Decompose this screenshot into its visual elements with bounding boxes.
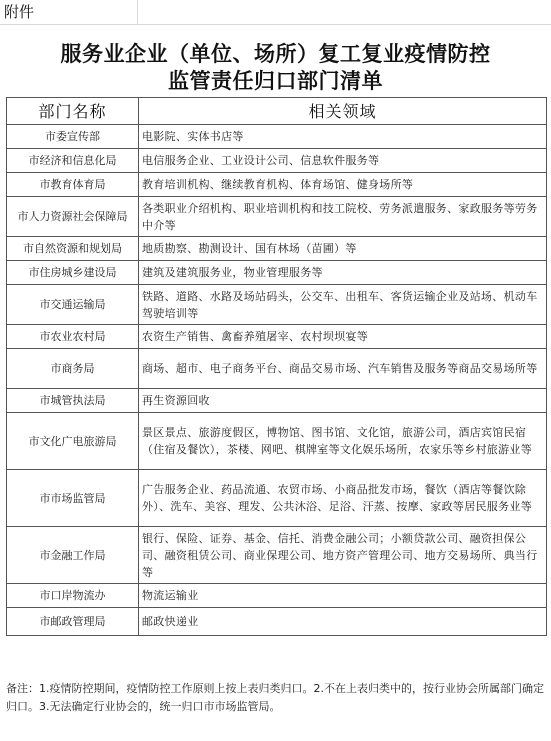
dept-cell: 市农业农村局 <box>7 325 139 349</box>
table-row <box>7 125 547 149</box>
table-row <box>7 149 547 173</box>
area-cell: 建筑及建筑服务业，物业管理服务等 <box>139 261 547 285</box>
dept-cell: 市商务局 <box>7 349 139 389</box>
footnote: 备注：1.疫情防控期间，疫情防控工作原则上按上表归类归口。2.不在上表归类中的，按行业协会所属部门确定归口。3.无法确定行业协会的，统一归口市市场监管局。 <box>6 682 544 713</box>
dept-cell: 市金融工作局 <box>7 527 139 584</box>
dept-cell: 市住房城乡建设局 <box>7 261 139 285</box>
table-row <box>7 584 547 608</box>
area-cell: 铁路、道路、水路及场站码头，公交车、出租车、客货运输企业及站场、机动车驾驶培训等 <box>139 285 547 325</box>
area-cell: 物流运输业 <box>139 584 547 608</box>
dept-cell: 市交通运输局 <box>7 285 139 325</box>
attachment-label: 附件 <box>0 0 138 24</box>
header-area: 相关领域 <box>139 98 547 125</box>
table-row <box>7 470 547 527</box>
table-row <box>7 237 547 261</box>
table-row <box>7 349 547 389</box>
title-line-2: 监管责任归口部门清单 <box>168 68 383 93</box>
attachment-row <box>0 0 551 25</box>
dept-cell: 市自然资源和规划局 <box>7 237 139 261</box>
header-dept: 部门名称 <box>7 98 139 125</box>
area-cell: 农资生产销售、禽畜养殖屠宰、农村坝坝宴等 <box>139 325 547 349</box>
table-row <box>7 608 547 636</box>
table-row <box>7 173 547 197</box>
table-row <box>7 197 547 237</box>
area-cell: 再生资源回收 <box>139 389 547 413</box>
area-cell: 电信服务企业、工业设计公司、信息软件服务等 <box>139 149 547 173</box>
area-cell: 景区景点、旅游度假区，博物馆、图书馆、文化馆，旅游公司，酒店宾馆民宿（住宿及餐饮），茶楼、网吧、棋牌室等文化娱乐场所，农家乐等乡村旅游业等 <box>139 413 547 470</box>
table-row <box>7 285 547 325</box>
dept-cell: 市经济和信息化局 <box>7 149 139 173</box>
area-cell: 商场、超市、电子商务平台、商品交易市场、汽车销售及服务等商品交易场所等 <box>139 349 547 389</box>
area-cell: 电影院、实体书店等 <box>139 125 547 149</box>
dept-cell: 市委宣传部 <box>7 125 139 149</box>
table-row <box>7 389 547 413</box>
area-cell: 邮政快递业 <box>139 608 547 636</box>
dept-cell: 市文化广电旅游局 <box>7 413 139 470</box>
dept-cell: 市城管执法局 <box>7 389 139 413</box>
area-cell: 教育培训机构、继续教育机构、体育场馆、健身场所等 <box>139 173 547 197</box>
document-title <box>0 40 551 94</box>
dept-cell: 市市场监管局 <box>7 470 139 527</box>
dept-cell: 市教育体育局 <box>7 173 139 197</box>
table-row <box>7 527 547 584</box>
dept-cell: 市人力资源社会保障局 <box>7 197 139 237</box>
table-header-row <box>7 98 547 125</box>
dept-cell: 市口岸物流办 <box>7 584 139 608</box>
area-cell: 地质勘察、勘测设计、国有林场（苗圃）等 <box>139 237 547 261</box>
responsibility-table <box>6 97 547 636</box>
table-row <box>7 325 547 349</box>
table-row <box>7 261 547 285</box>
area-cell: 广告服务企业、药品流通、农贸市场、小商品批发市场，餐饮（酒店等餐饮除外）、洗车、美容、理发、公共沐浴、足浴、汗蒸、按摩、家政等居民服务业等 <box>139 470 547 527</box>
area-cell: 各类职业介绍机构、职业培训机构和技工院校、劳务派遣服务、家政服务等劳务中介等 <box>139 197 547 237</box>
area-cell: 银行、保险、证券、基金、信托、消费金融公司；小额贷款公司、融资担保公司、融资租赁公司、商业保理公司、地方资产管理公司、地方交易场所、典当行等 <box>139 527 547 584</box>
title-line-1: 服务业企业（单位、场所）复工复业疫情防控 <box>60 41 491 66</box>
table-row <box>7 413 547 470</box>
dept-cell: 市邮政管理局 <box>7 608 139 636</box>
